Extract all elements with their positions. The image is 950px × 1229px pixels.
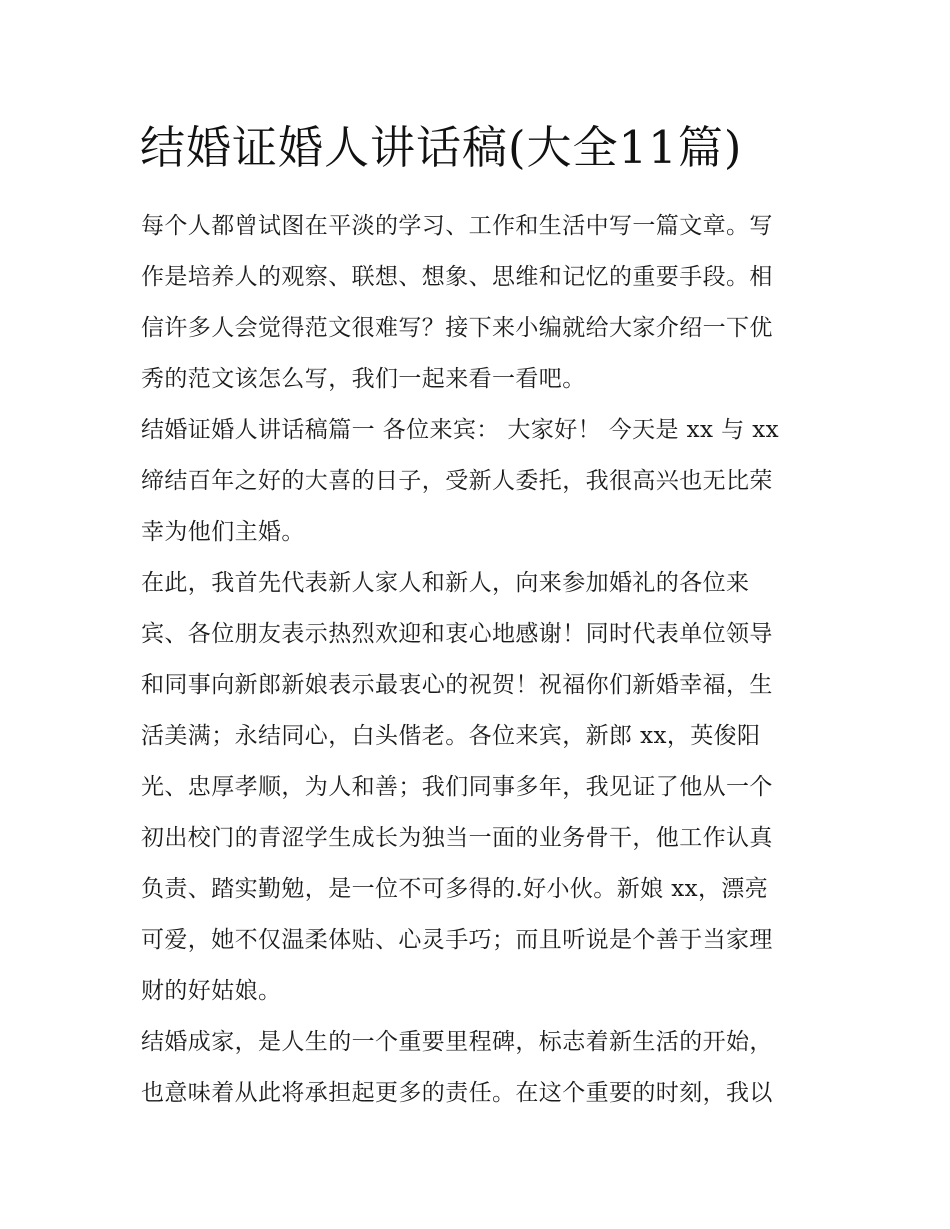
text-line: 宾、各位朋友表示热烈欢迎和衷心地感谢！同时代表单位领导 [141, 621, 773, 647]
text-line: 也意味着从此将承担起更多的责任。在这个重要的时刻，我以 [141, 1080, 773, 1106]
text-line: 结婚成家，是人生的一个重要里程碑，标志着新生活的开始， [141, 1029, 773, 1055]
text-line: 可爱，她不仅温柔体贴、心灵手巧；而且听说是个善于当家理 [141, 927, 773, 953]
text-line: 和同事向新郎新娘表示最衷心的祝贺！祝福你们新婚幸福，生 [141, 672, 773, 698]
document-body [141, 201, 811, 1119]
text-line: 幸为他们主婚。 [141, 519, 305, 545]
text-line: 负责、踏实勤勉，是一位不可多得的.好小伙。新娘 xx，漂亮 [141, 876, 769, 902]
text-line: 缔结百年之好的大喜的日子，受新人委托，我很高兴也无比荣 [141, 468, 773, 494]
text-line: 活美满；永结同心，白头偕老。各位来宾，新郎 xx，英俊阳 [141, 723, 761, 749]
text-line: 初出校门的青涩学生成长为独当一面的业务骨干，他工作认真 [141, 825, 773, 851]
text-line: 信许多人会觉得范文很难写？接下来小编就给大家介绍一下优 [141, 315, 773, 341]
text-line: 光、忠厚孝顺，为人和善；我们同事多年，我见证了他从一个 [141, 774, 773, 800]
text-line: 财的好姑娘。 [141, 978, 282, 1004]
text-line: 作是培养人的观察、联想、想象、思维和记忆的重要手段。相 [141, 264, 773, 290]
text-line: 秀的范文该怎么写，我们一起来看一看吧。 [141, 366, 586, 392]
text-line: 在此，我首先代表新人家人和新人，向来参加婚礼的各位来 [141, 570, 750, 596]
text-line: 结婚证婚人讲话稿篇一 各位来宾： 大家好！ 今天是 xx 与 xx [141, 417, 779, 443]
text-line: 每个人都曾试图在平淡的学习、工作和生活中写一篇文章。写 [141, 213, 773, 239]
document-title: 结婚证婚人讲话稿(大全11篇) [140, 121, 743, 174]
